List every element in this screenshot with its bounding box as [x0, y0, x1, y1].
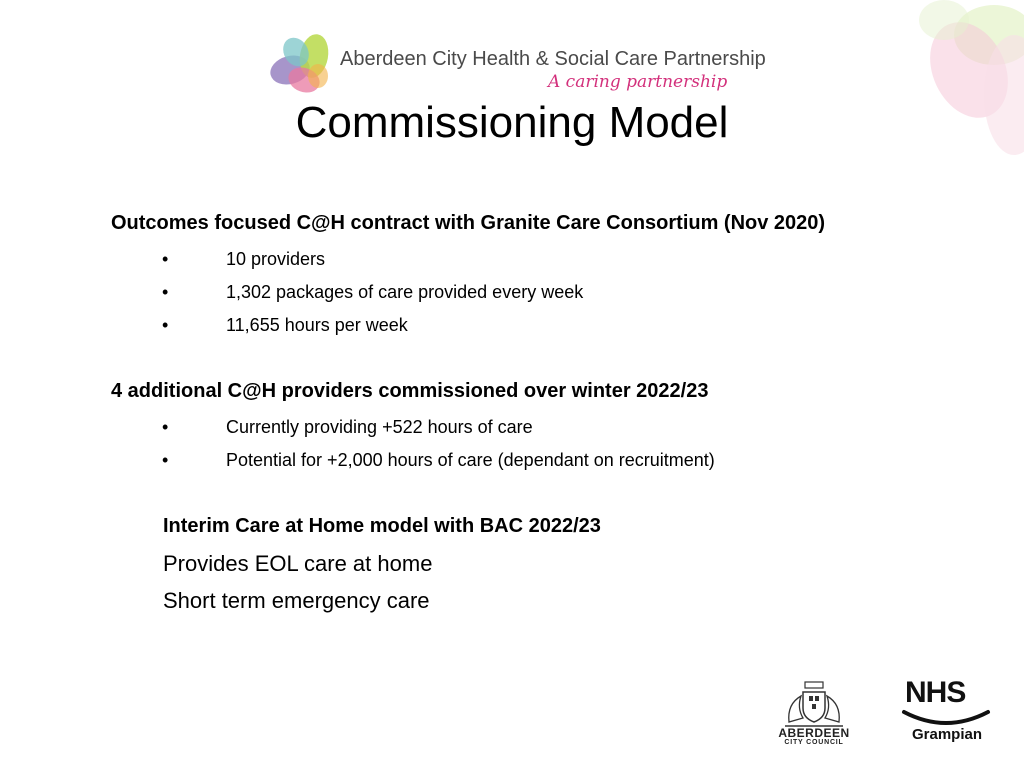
section-heading-contract: Outcomes focused C@H contract with Granite Care Consortium (Nov 2020)	[111, 212, 826, 234]
coat-of-arms-icon	[781, 680, 847, 730]
bullet-text: 10 providers	[226, 249, 326, 269]
interim-line-emergency: Short term emergency care	[163, 588, 430, 613]
org-tagline: A caring partnership	[548, 72, 728, 92]
nhs-logo: NHS	[905, 676, 966, 709]
nhs-region: Grampian	[911, 726, 983, 743]
org-name: Aberdeen City Health & Social Care Partnership	[340, 48, 766, 70]
bullet-icon: •	[162, 450, 169, 470]
bullet-icon: •	[162, 417, 169, 437]
bullet-text: Currently providing +522 hours of care	[226, 417, 533, 437]
section-heading-additional-providers: 4 additional C@H providers commissioned over winter 2022/23	[111, 380, 709, 402]
section-heading-interim: Interim Care at Home model with BAC 2022/23	[163, 515, 601, 537]
heart-logo-icon	[268, 30, 334, 96]
bullet-text: 11,655 hours per week	[226, 315, 408, 335]
bullet-icon: •	[162, 315, 169, 335]
bullet-text: Potential for +2,000 hours of care (dependant on recruitment)	[226, 450, 715, 470]
nhs-swoosh-icon	[900, 706, 992, 728]
interim-line-eol: Provides EOL care at home	[163, 551, 433, 576]
bullet-icon: •	[162, 282, 169, 302]
bullet-text: 1,302 packages of care provided every week	[226, 282, 584, 302]
council-name: ABERDEEN	[778, 726, 850, 740]
slide-title: Commissioning Model	[295, 98, 729, 147]
council-subtitle: CITY COUNCIL	[784, 739, 844, 746]
bullet-icon: •	[162, 249, 169, 269]
